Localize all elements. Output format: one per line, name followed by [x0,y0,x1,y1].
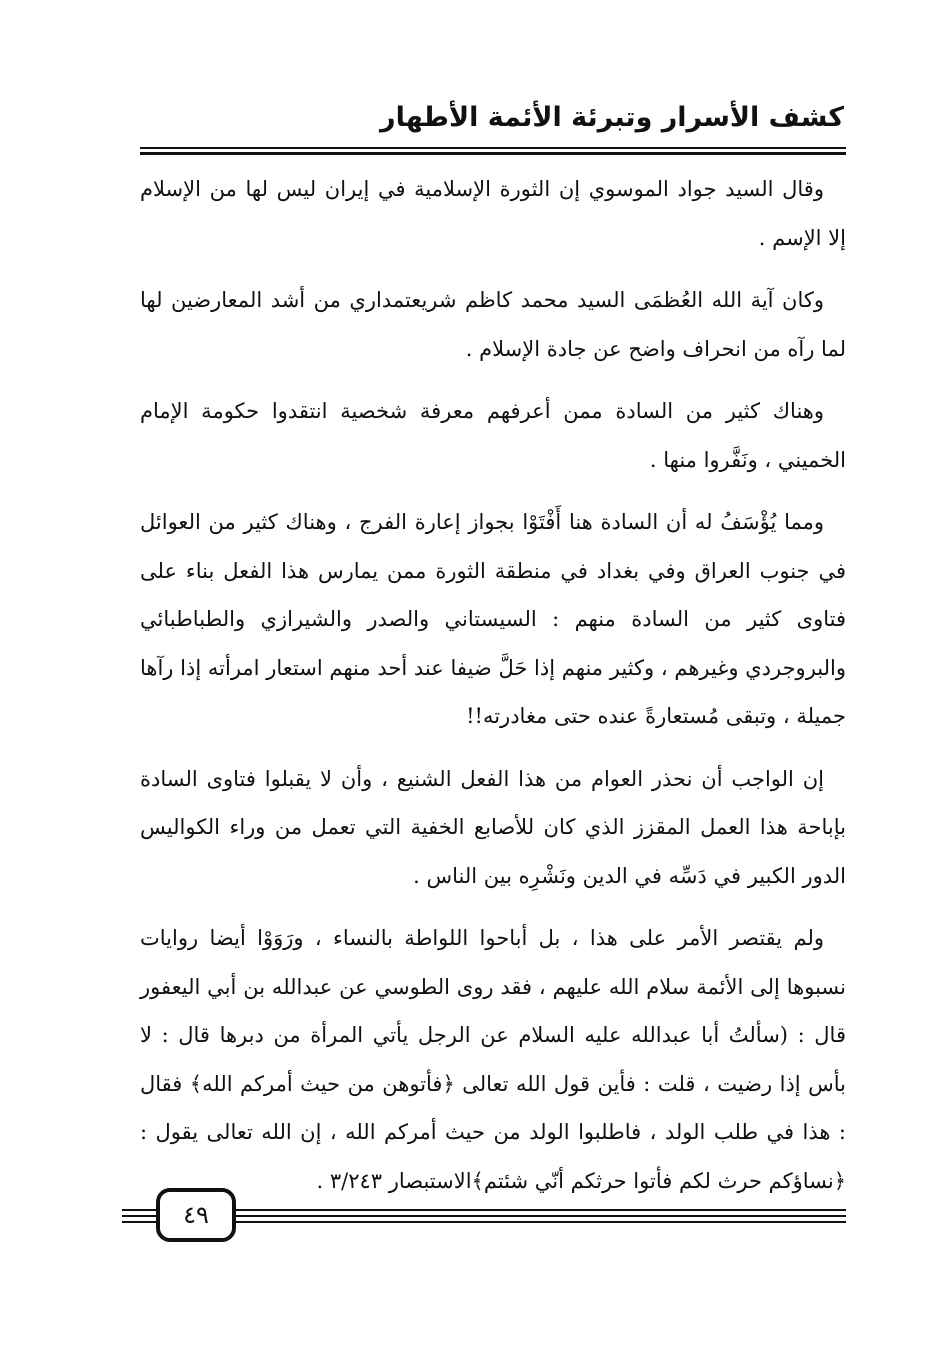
header-rule-thick [140,152,846,155]
footer-rule-right-1 [230,1209,846,1211]
footer-rule-right-3 [230,1221,846,1223]
paragraph: ومما يُؤْسَفُ له أن السادة هنا أَفْتَوْا بجواز إعارة الفرج ، وهناك كثير من العوائل في جنوب العراق وفي بغداد في منطقة الثورة ممن يمارس هذا الفعل بناء على فتاوى كثير من السادة منهم : السيستاني والصدر والشيرازي والطباطبائي والبروجردي وغيرهم ، وكثير منهم إذا حَلَّ ضيفا عند أحد منهم استعار امرأته إذا رآها جميلة ، وتبقى مُستعارةً عنده حتى مغادرته!! [140,510,846,728]
paragraph: وهناك كثير من السادة ممن أعرفهم معرفة شخصية انتقدوا حكومة الإمام الخميني ، ونَفَّروا منها . [140,399,846,472]
page-number: ٤٩ [156,1188,236,1242]
header-rule-thin [140,147,846,149]
paragraph: وكان آية الله العُظمَى السيد محمد كاظم شريعتمداري من أشد المعارضين لها لما رآه من انحراف واضح عن جادة الإسلام . [140,288,846,361]
running-head-title: كشف الأسرار وتبرئة الأئمة الأطهار [380,102,844,133]
body-text [140,165,846,1219]
paragraph: إن الواجب أن نحذر العوام من هذا الفعل الشنيع ، وأن لا يقبلوا فتاوى السادة بإباحة هذا العمل المقزز الذي كان للأصابع الخفية التي تعمل من وراء الكواليس الدور الكبير في دَسِّه في الدين ونَشْرِه بين الناس . [140,766,846,888]
paragraph: ولم يقتصر الأمر على هذا ، بل أباحوا اللواطة بالنساء ، ورَوَوْا أيضا روايات نسبوها إلى الأئمة سلام الله عليهم ، فقد روى الطوسي عن عبدالله بن أبي اليعفور قال : (سألتُ أبا عبدالله عليه السلام عن الرجل يأتي المرأة من دبرها قال : لا بأس إذا رضيت ، قلت : فأين قول الله تعالى ﴿فأتوهن من حيث أمركم الله﴾ فقال : هذا في طلب الولد ، فاطلبوا الولد من حيث أمركم الله ، إن الله تعالى يقول : ﴿نساؤكم حرث لكم فأتوا حرثكم أنّي شئتم﴾الاستبصار ٣/٢٤٣ . [140,926,846,1193]
footer-rule-right-2 [230,1215,846,1217]
paragraph: وقال السيد جواد الموسوي إن الثورة الإسلامية في إيران ليس لها من الإسلام إلا الإسم . [140,177,846,250]
